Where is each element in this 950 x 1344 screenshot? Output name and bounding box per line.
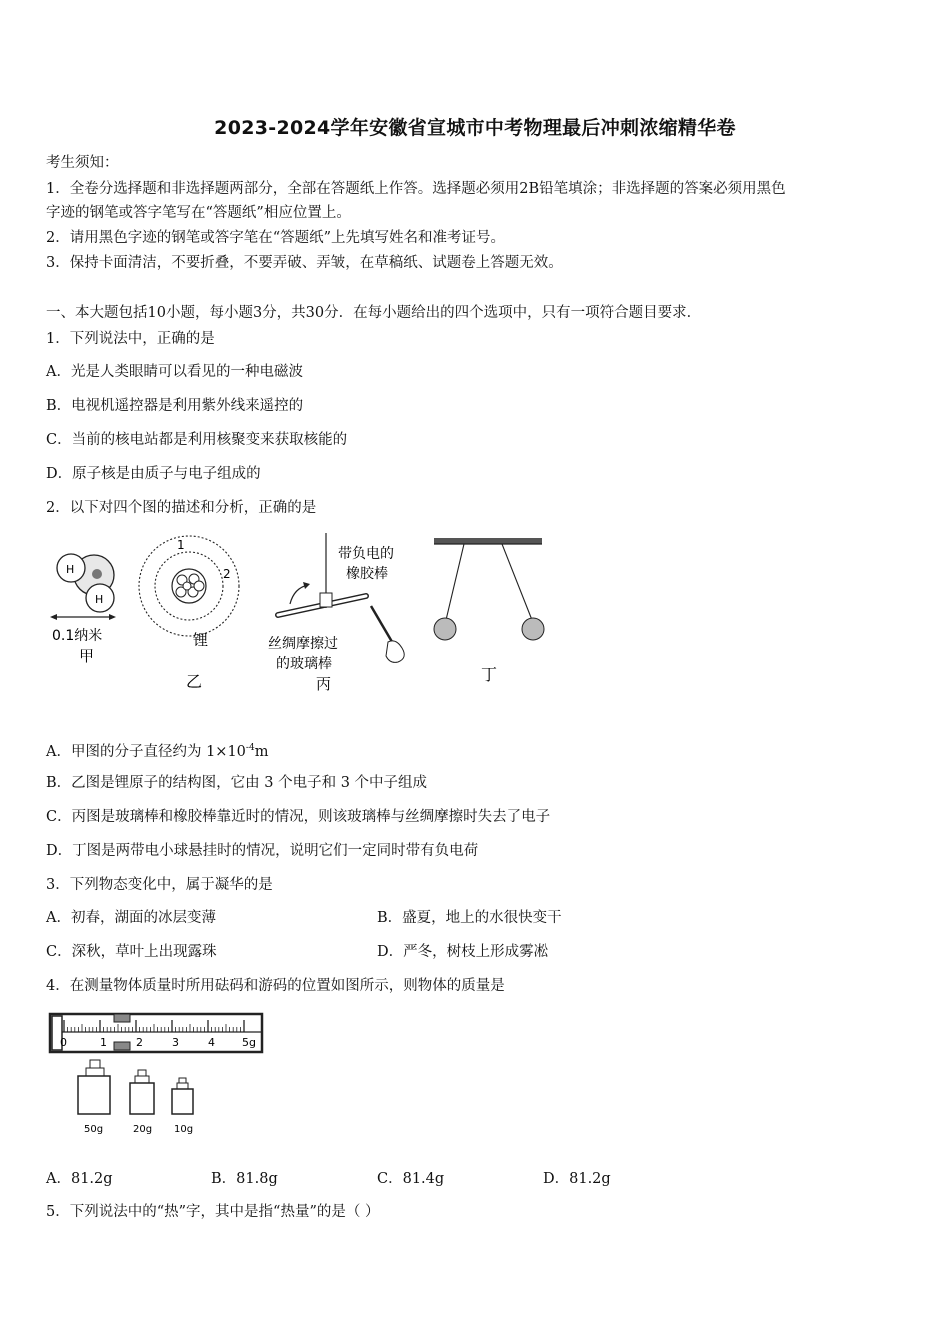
rods-diagram	[268, 533, 404, 693]
tick-label-5: 5g	[242, 1036, 256, 1049]
lithium-label: 锂	[193, 631, 209, 649]
q4-stem: 4．在测量物体质量时所用砝码和游码的位置如图所示，则物体的质量是	[46, 978, 505, 994]
q4-option-b: B．81.8g	[211, 1171, 278, 1187]
thread-right	[502, 544, 532, 620]
notice-line-1a: 1．全卷分选择题和非选择题两部分，全部在答题纸上作答。选择题必须用2B铅笔填涂；非选择题的答案必须用黑色	[46, 181, 786, 197]
nucleon	[194, 581, 204, 591]
q2-stem: 2．以下对四个图的描述和分析，正确的是	[46, 500, 317, 516]
q1-option-b: B．电视机遥控器是利用紫外线来遥控的	[46, 398, 304, 414]
weight-50g-neck	[86, 1068, 104, 1076]
q1-option-d: D．原子核是由质子与电子组成的	[46, 466, 261, 482]
q1-option-c: C．当前的核电站都是利用核聚变来获取核能的	[46, 432, 348, 448]
notice-line-2: 2．请用黑色字迹的钢笔或答字笔在“答题纸”上先填写姓名和准考证号。	[46, 230, 506, 246]
weight-50g-body	[78, 1076, 110, 1114]
ruler-ticks	[64, 1020, 244, 1032]
weight-20g-neck	[135, 1076, 149, 1083]
scale-arrow-left	[50, 614, 57, 620]
weight-50g-label: 50g	[84, 1124, 104, 1135]
nucleon	[183, 582, 191, 590]
q3-option-b: B．盛夏，地上的水很快变干	[377, 910, 562, 926]
tick-label-1: 1	[100, 1036, 107, 1049]
glass-rod-label-2: 的玻璃棒	[276, 656, 332, 672]
q2-option-a-unit: m	[254, 743, 269, 760]
jia-label: 甲	[79, 647, 95, 665]
tick-label-4: 4	[208, 1036, 215, 1049]
rubber-rod-label-1: 带负电的	[338, 546, 394, 562]
q2-option-a-exponent: -4	[245, 743, 255, 753]
rider-bottom	[114, 1042, 130, 1050]
weight-50g	[78, 1060, 110, 1135]
thread-left	[446, 544, 464, 620]
oxygen-nucleus	[92, 569, 102, 579]
orbit-label-1: 1	[177, 538, 185, 552]
q2-option-b: B．乙图是锂原子的结构图，它由 3 个电子和 3 个中子组成	[46, 775, 428, 791]
orbit-label-2: 2	[223, 567, 231, 581]
q2-figure	[46, 530, 566, 700]
notice-line-3: 3．保持卡面清洁，不要折叠，不要弄破、弄皱，在草稿纸、试题卷上答题无效。	[46, 255, 563, 271]
hydrogen-label-1: H	[66, 563, 75, 576]
tick-label-0: 0	[60, 1036, 67, 1049]
q1-option-a: A．光是人类眼睛可以看见的一种电磁波	[46, 364, 303, 380]
rod-holder	[320, 593, 332, 607]
q2-option-a-text: A．甲图的分子直径约为 1×10	[46, 743, 246, 760]
tick-label-3: 3	[172, 1036, 179, 1049]
weight-10g-knob	[179, 1078, 186, 1083]
jia-scale-label: 0.1纳米	[52, 628, 103, 644]
q3-stem: 3．下列物态变化中，属于凝华的是	[46, 877, 273, 893]
weight-20g-knob	[138, 1070, 146, 1076]
yi-label: 乙	[186, 672, 203, 691]
lithium-atom-diagram	[139, 536, 239, 691]
weight-10g-label: 10g	[174, 1124, 194, 1135]
rider-top	[114, 1014, 130, 1022]
beam-frame	[50, 1014, 262, 1052]
q4-figure	[46, 1008, 276, 1138]
tick-label-2: 2	[136, 1036, 143, 1049]
q4-option-d: D．81.2g	[543, 1171, 611, 1187]
q3-option-c: C．深秋，草叶上出现露珠	[46, 944, 217, 960]
rotation-arrow-head	[303, 582, 310, 589]
q2-option-a	[46, 738, 268, 762]
bing-label: 丙	[316, 675, 332, 693]
q5-stem: 5．下列说法中的“热”字，其中是指“热量”的是（ ）	[46, 1204, 380, 1220]
notice-line-1b: 字迹的钢笔或答字笔写在“答题纸”相应位置上。	[46, 205, 351, 221]
weight-20g	[130, 1070, 154, 1135]
scale-arrow-right	[109, 614, 116, 620]
q4-figure-svg	[46, 1008, 276, 1138]
ding-label: 丁	[481, 665, 498, 684]
pendulums-diagram	[434, 538, 544, 684]
q2-figure-svg	[46, 530, 566, 700]
q4-option-c: C．81.4g	[377, 1171, 445, 1187]
hand	[386, 641, 404, 663]
section-1-heading: 一、本大题包括10小题，每小题3分，共30分．在每小题给出的四个选项中，只有一项符合题目要求．	[46, 305, 702, 321]
weight-50g-knob	[90, 1060, 100, 1068]
q2-option-d: D．丁图是两带电小球悬挂时的情况，说明它们一定同时带有负电荷	[46, 843, 479, 859]
weight-20g-label: 20g	[133, 1124, 153, 1135]
water-molecule-diagram	[50, 554, 116, 665]
hydrogen-label-2: H	[95, 593, 104, 606]
ceiling-bar	[434, 538, 542, 544]
exam-title: 2023-2024学年安徽省宣城市中考物理最后冲刺浓缩精华卷	[214, 117, 736, 139]
glass-rod-label-1: 丝绸摩擦过	[268, 636, 338, 652]
ball-right	[522, 618, 544, 640]
q3-option-d: D．严冬，树枝上形成雾凇	[377, 944, 549, 960]
q2-option-c: C．丙图是玻璃棒和橡胶棒靠近时的情况，则该玻璃棒与丝绸摩擦时失去了电子	[46, 809, 551, 825]
weight-20g-body	[130, 1083, 154, 1114]
notice-heading: 考生须知：	[46, 155, 119, 171]
weight-10g-body	[172, 1089, 193, 1114]
rubber-rod-label-2: 橡胶棒	[346, 566, 388, 582]
weight-10g	[172, 1078, 193, 1135]
q1-stem: 1．下列说法中，正确的是	[46, 331, 215, 347]
q4-option-a: A．81.2g	[46, 1171, 113, 1187]
q3-option-a: A．初春，湖面的冰层变薄	[46, 910, 216, 926]
weight-10g-neck	[177, 1083, 188, 1089]
balance-beam-scale	[50, 1014, 262, 1052]
ball-left	[434, 618, 456, 640]
